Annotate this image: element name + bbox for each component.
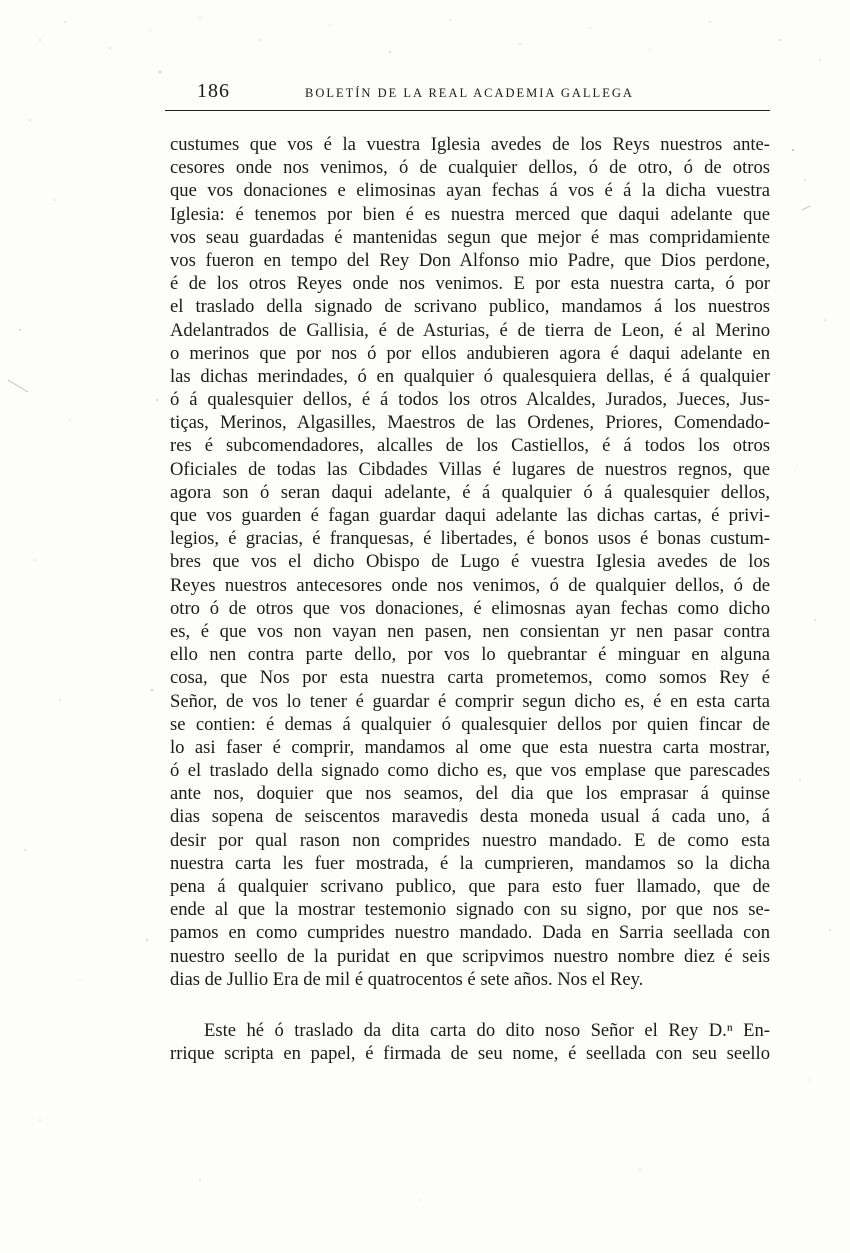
- text-line: pamos en como cumprides nuestro mandado. Dada en Sarria seellada con: [170, 922, 770, 944]
- text-line: ende al que la mostrar testemonio signado con su signo, por que nos se-: [170, 899, 770, 921]
- paragraph-gap: [170, 991, 770, 1019]
- text-line: el traslado della signado de scrivano publico, mandamos á los nuestros: [170, 296, 770, 318]
- text-line: Reyes nuestros antecesores onde nos venimos, ó de qualquier dellos, ó de: [170, 574, 770, 596]
- text-line: Señor, de vos lo tener é guardar é comprir segun dicho es, é en esta carta: [170, 690, 770, 712]
- text-line: lo asi faser é comprir, mandamos al ome que esta nuestra carta mostrar,: [170, 736, 770, 758]
- text-line: ello nen contra parte dello, por vos lo quebrantar é minguar en alguna: [170, 644, 770, 666]
- text-line: vos seau guardadas é mantenidas segun que mejor é mas compridamiente: [170, 226, 770, 248]
- text-line: ó el traslado della signado como dicho es, que vos emplase que parescades: [170, 760, 770, 782]
- text-line: agora son ó seran daqui adelante, é á qualquier ó á qualesquier dellos,: [170, 481, 770, 503]
- text-line: se contien: é demas á qualquier ó qualesquier dellos por quien fincar de: [170, 713, 770, 735]
- text-line: Oficiales de todas las Cibdades Villas é lugares de nuestros regnos, que: [170, 458, 770, 480]
- text-line: res é subcomendadores, alcalles de los Castiellos, é á todos los otros: [170, 435, 770, 457]
- text-line: é de los otros Reyes onde nos venimos. E por esta nuestra carta, ó por: [170, 273, 770, 295]
- text-line: cosa, que Nos por esta nuestra carta prometemos, como somos Rey é: [170, 667, 770, 689]
- text-line: tiças, Merinos, Algasilles, Maestros de las Ordenes, Priores, Comendado-: [170, 412, 770, 434]
- text-line: pena á qualquier scrivano publico, que para esto fuer llamado, que de: [170, 876, 770, 897]
- text-line: dias sopena de seiscentos maravedis desta moneda usual á cada uno, á: [170, 806, 770, 828]
- text-line: Este hé ó traslado da dita carta do dito noso Señor el Rey D.ⁿ En-: [204, 1019, 770, 1041]
- page-number: 186: [197, 80, 230, 102]
- text-line: vos fueron en tempo del Rey Don Alfonso mio Padre, que Dios perdone,: [170, 249, 770, 271]
- text-line: ante nos, doquier que nos seamos, del dia que los emprasar á quinse: [170, 783, 770, 805]
- text-line: que vos donaciones e elimosinas ayan fechas á vos é á la dicha vuestra: [170, 180, 770, 202]
- text-line: nuestra carta les fuer mostrada, é la cumprieren, mandamos so la dicha: [170, 852, 770, 874]
- text-line: las dichas merindades, ó en qualquier ó qualesquiera dellas, é á qualquier: [170, 365, 770, 387]
- text-line: otro ó de otros que vos donaciones, é elimosnas ayan fechas como dicho: [170, 597, 770, 619]
- paragraph-transcription-note: [170, 1019, 770, 1065]
- text-line: desir por qual rason non comprides nuestro mandado. E de como esta: [170, 829, 770, 851]
- paragraph-charter-text: [170, 133, 770, 991]
- text-line: Iglesia: é tenemos por bien é es nuestra merced que daqui adelante que: [170, 203, 770, 225]
- text-line: nuestro seello de la puridat en que scripvimos nuestro nombre diez é seis: [170, 945, 770, 967]
- text-line: o merinos que por nos ó por ellos andubieren agora é daqui adelante en: [170, 342, 770, 364]
- text-line: rrique scripta en papel, é firmada de seu nome, é seellada con seu seello: [170, 1043, 770, 1065]
- text-line: que vos guarden é fagan guardar daqui adelante las dichas cartas, é privi-: [170, 505, 770, 526]
- text-line: cesores onde nos venimos, ó de cualquier dellos, ó de otro, ó de otros: [170, 157, 770, 179]
- text-line: Adelantrados de Gallisia, é de Asturias, é de tierra de Leon, é al Merino: [170, 319, 770, 341]
- text-line: dias de Jullio Era de mil é quatrocentos é sete años. Nos el Rey.: [170, 968, 644, 990]
- text-line: bres que vos el dicho Obispo de Lugo é vuestra Iglesia avedes de los: [170, 551, 770, 573]
- text-line: ó á qualesquier dellos, é á todos los otros Alcaldes, Jurados, Jueces, Jus-: [170, 389, 770, 411]
- body-text: [170, 133, 770, 1065]
- running-head: BOLETÍN DE LA REAL ACADEMIA GALLEGA: [305, 86, 634, 100]
- page-header: [165, 78, 770, 111]
- text-line: custumes que vos é la vuestra Iglesia avedes de los Reys nuestros ante-: [170, 134, 770, 155]
- text-line: es, é que vos non vayan nen pasen, nen consientan yr nen pasar contra: [170, 620, 770, 642]
- text-line: legios, é gracias, é franquesas, é libertades, é bonos usos é bonas custum-: [170, 528, 770, 550]
